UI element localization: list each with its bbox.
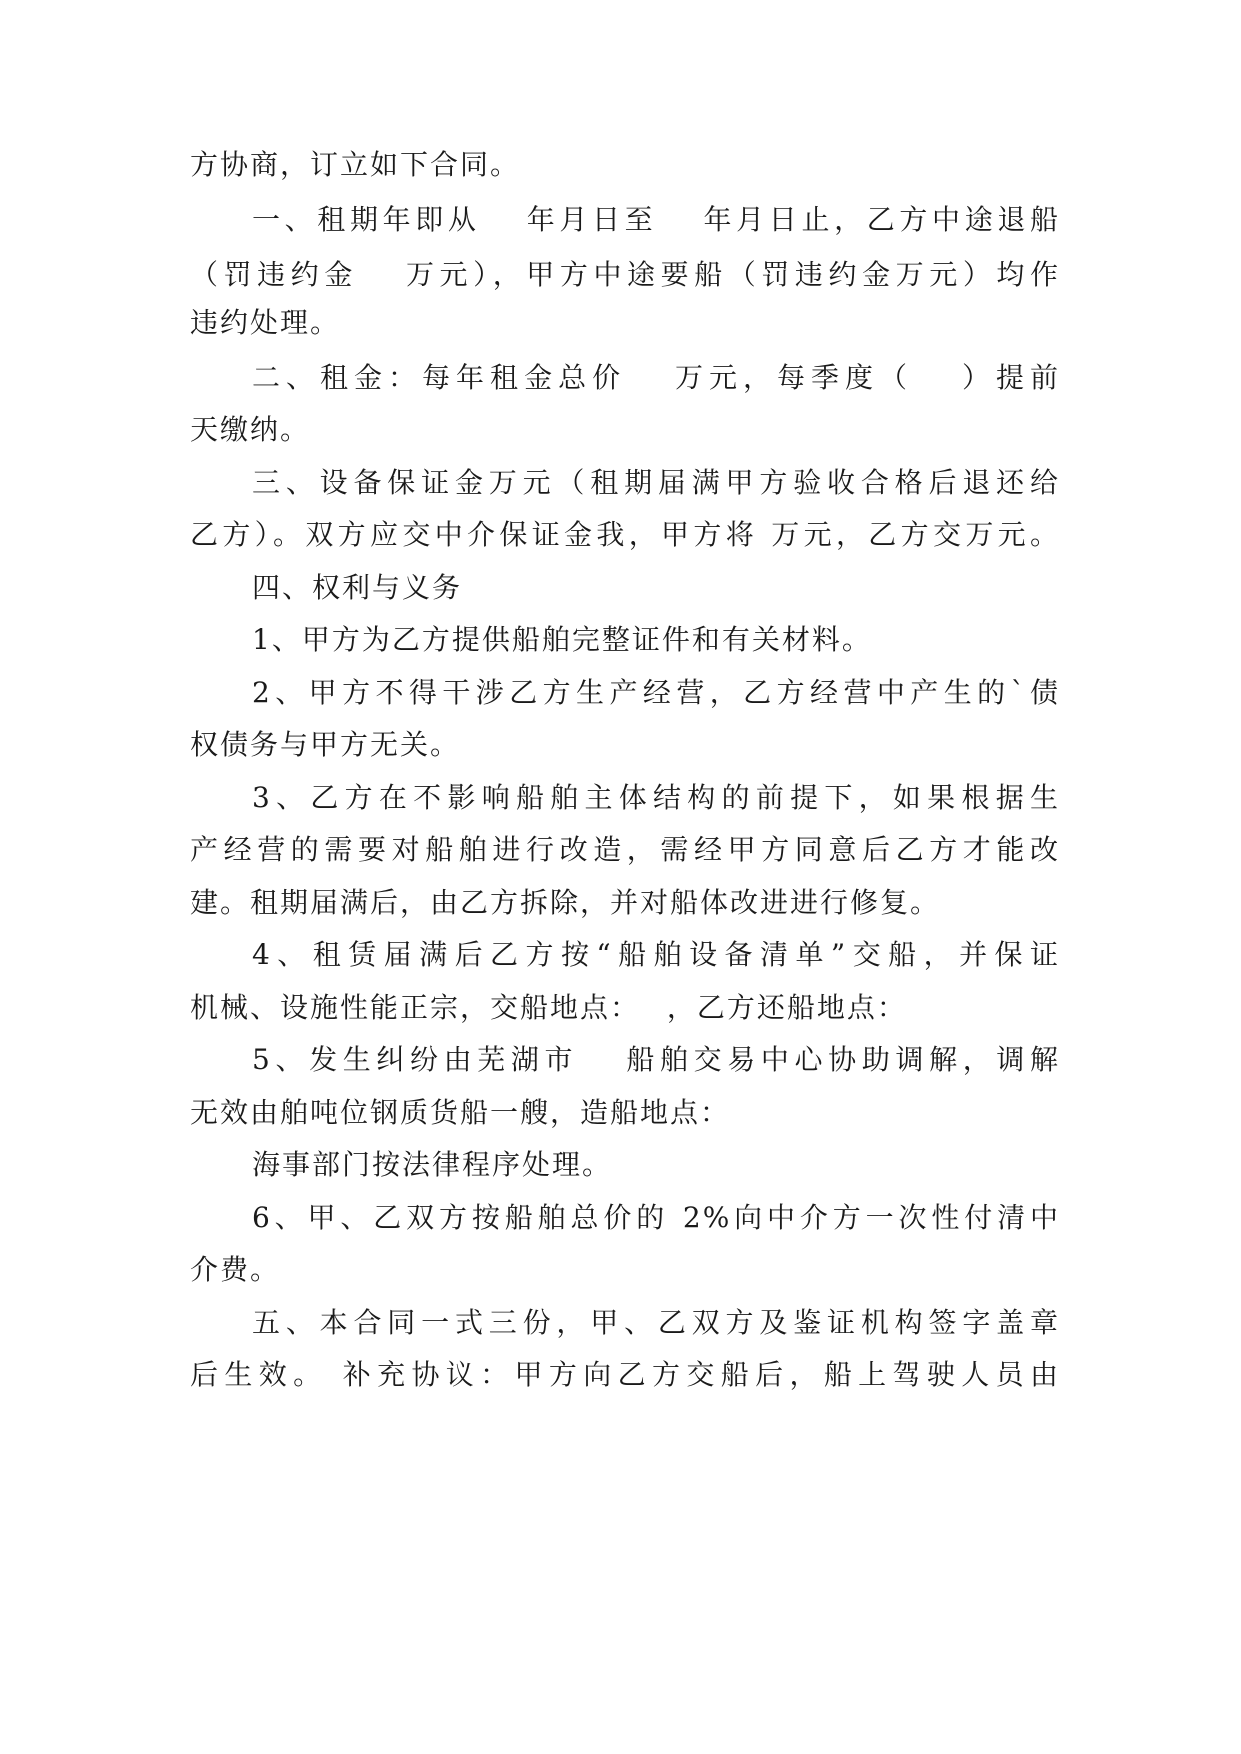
text-line: 4、租赁届满后乙方按“船舶设备清单”交船，并保证 [252,938,1060,971]
text-line: （罚违约金 万元），甲方中途要船（罚违约金万元）均作 [190,258,1060,291]
text-line: 6、甲、乙双方按船舶总价的 2%向中介方一次性付清中 [252,1201,1060,1234]
text-line: 1、甲方为乙方提供船舶完整证件和有关材料。 [252,623,872,656]
text-line: 天缴纳。 [190,413,311,446]
text-line: 四、权利与义务 [252,571,463,604]
text-line: 2、甲方不得干涉乙方生产经营，乙方经营中产生的`债 [252,676,1060,709]
text-line: 乙方）。双方应交中介保证金我，甲方将 万元，乙方交万元。 [190,518,1060,551]
text-line: 权债务与甲方无关。 [190,728,461,761]
text-line: 一、租期年即从 年月日至 年月日止，乙方中途退船 [252,203,1060,236]
text-line: 5、发生纠纷由芜湖市 船舶交易中心协助调解，调解 [252,1043,1060,1076]
text-line: 海事部门按法律程序处理。 [252,1148,613,1181]
text-line: 方协商，订立如下合同。 [190,148,521,181]
text-line: 违约处理。 [190,306,341,339]
text-line: 3、乙方在不影响船舶主体结构的前提下，如果根据生 [252,781,1060,814]
text-line: 介费。 [190,1253,281,1286]
text-line: 后生效。 补充协议：甲方向乙方交船后，船上驾驶人员由 [190,1358,1060,1391]
text-line: 五、本合同一式三份，甲、乙双方及鉴证机构签字盖章 [252,1306,1060,1339]
text-line: 无效由舶吨位钢质货船一艘，造船地点： [190,1096,731,1129]
text-line: 建。租期届满后，由乙方拆除，并对船体改进进行修复。 [190,886,941,919]
text-line: 三、设备保证金万元（租期届满甲方验收合格后退还给 [252,466,1060,499]
text-line: 机械、设施性能正宗，交船地点： ，乙方还船地点： [190,991,907,1024]
text-line: 二、租金：每年租金总价 万元，每季度（ ）提前 [252,361,1060,394]
text-line: 产经营的需要对船舶进行改造，需经甲方同意后乙方才能改 [190,833,1060,866]
